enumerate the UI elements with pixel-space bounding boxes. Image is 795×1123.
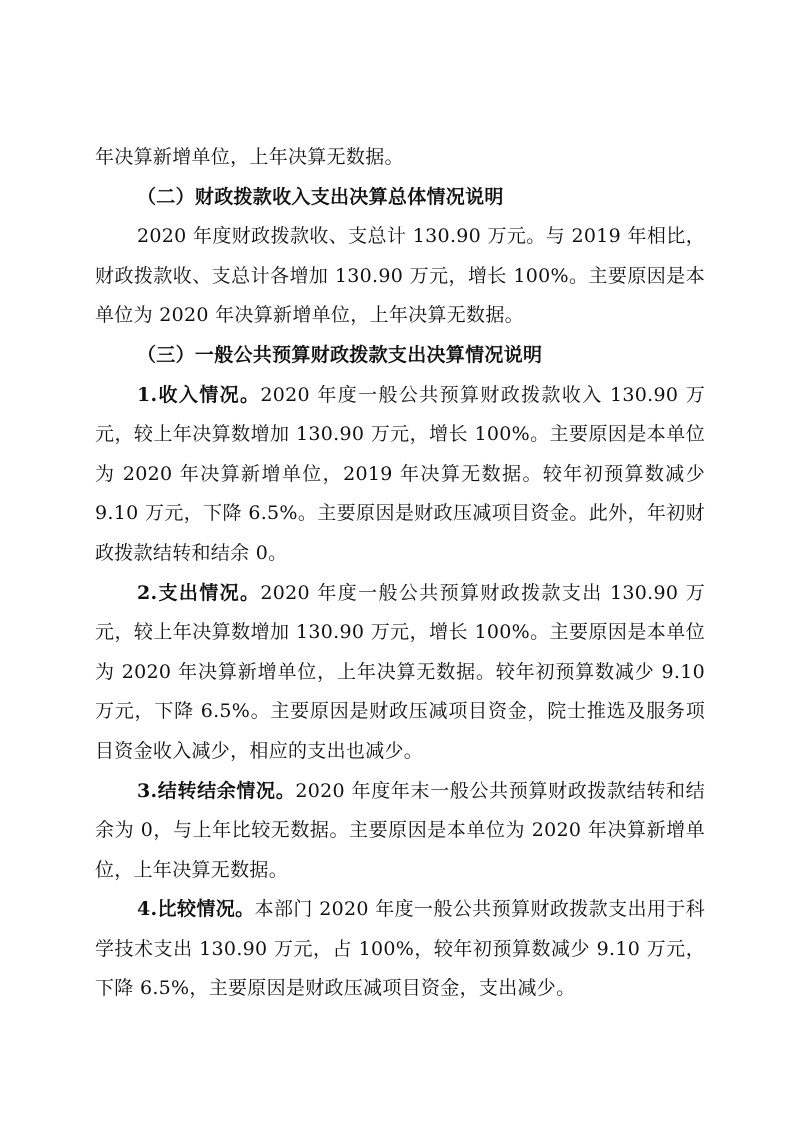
paragraph-expenditure: [95, 574, 705, 772]
section-heading-2: （二）财政拨款收入支出决算总体情况说明: [137, 185, 504, 208]
paragraph-comparison-body: 本部门 2020 年度一般公共预算财政拨款支出用于科学技术支出 130.90 万元，占 100%，较年初预算数减少 9.10 万元，下降 6.5%，主要原因是财政压减项目资金，支出减少。: [95, 898, 706, 1000]
paragraph-expenditure-body: 2020 年度一般公共预算财政拨款支出 130.90 万元，较上年决算数增加 130.90 万元，增长 100%。主要原因是本单位为 2020 年决算新增单位，上年决算无数据。较年初预算数减少 9.10 万元，下降 6.5%。主要原因是财政压减项目资金，院士推选及服务项目资金收入减少，相应的支出也减少。: [95, 581, 706, 762]
paragraph-income: [95, 376, 705, 574]
paragraph-comparison-lead: 4.比较情况。: [137, 898, 255, 921]
paragraph-continuation: 年决算新增单位，上年决算无数据。: [95, 146, 404, 168]
section-heading-3: （三）一般公共预算财政拨款支出决算情况说明: [137, 343, 543, 366]
paragraph-balance: [95, 772, 705, 891]
paragraph-comparison: [95, 890, 705, 1009]
paragraph-financial-overview: 2020 年度财政拨款收、支总计 130.90 万元。与 2019 年相比，财政拨款收、支总计各增加 130.90 万元，增长 100%。主要原因是本单位为 2020 年决算新增单位，上年决算无数据。: [95, 225, 705, 327]
paragraph-balance-body: 2020 年度年末一般公共预算财政拨款结转和结余为 0，与上年比较无数据。主要原因是本单位为 2020 年决算新增单位，上年决算无数据。: [95, 779, 705, 881]
paragraph-income-lead: 1.收入情况。: [137, 383, 261, 406]
paragraph-balance-lead: 3.结转结余情况。: [137, 779, 296, 802]
paragraph-income-body: 2020 年度一般公共预算财政拨款收入 130.90 万元，较上年决算数增加 130.90 万元，增长 100%。主要原因是本单位为 2020 年决算新增单位，2019 年决算无数据。较年初预算数减少 9.10 万元，下降 6.5%。主要原因是财政压减项目资金。此外，年初财政拨款结转和结余 0。: [95, 383, 706, 564]
document-body: [95, 138, 705, 1009]
paragraph-expenditure-lead: 2.支出情况。: [137, 581, 261, 604]
